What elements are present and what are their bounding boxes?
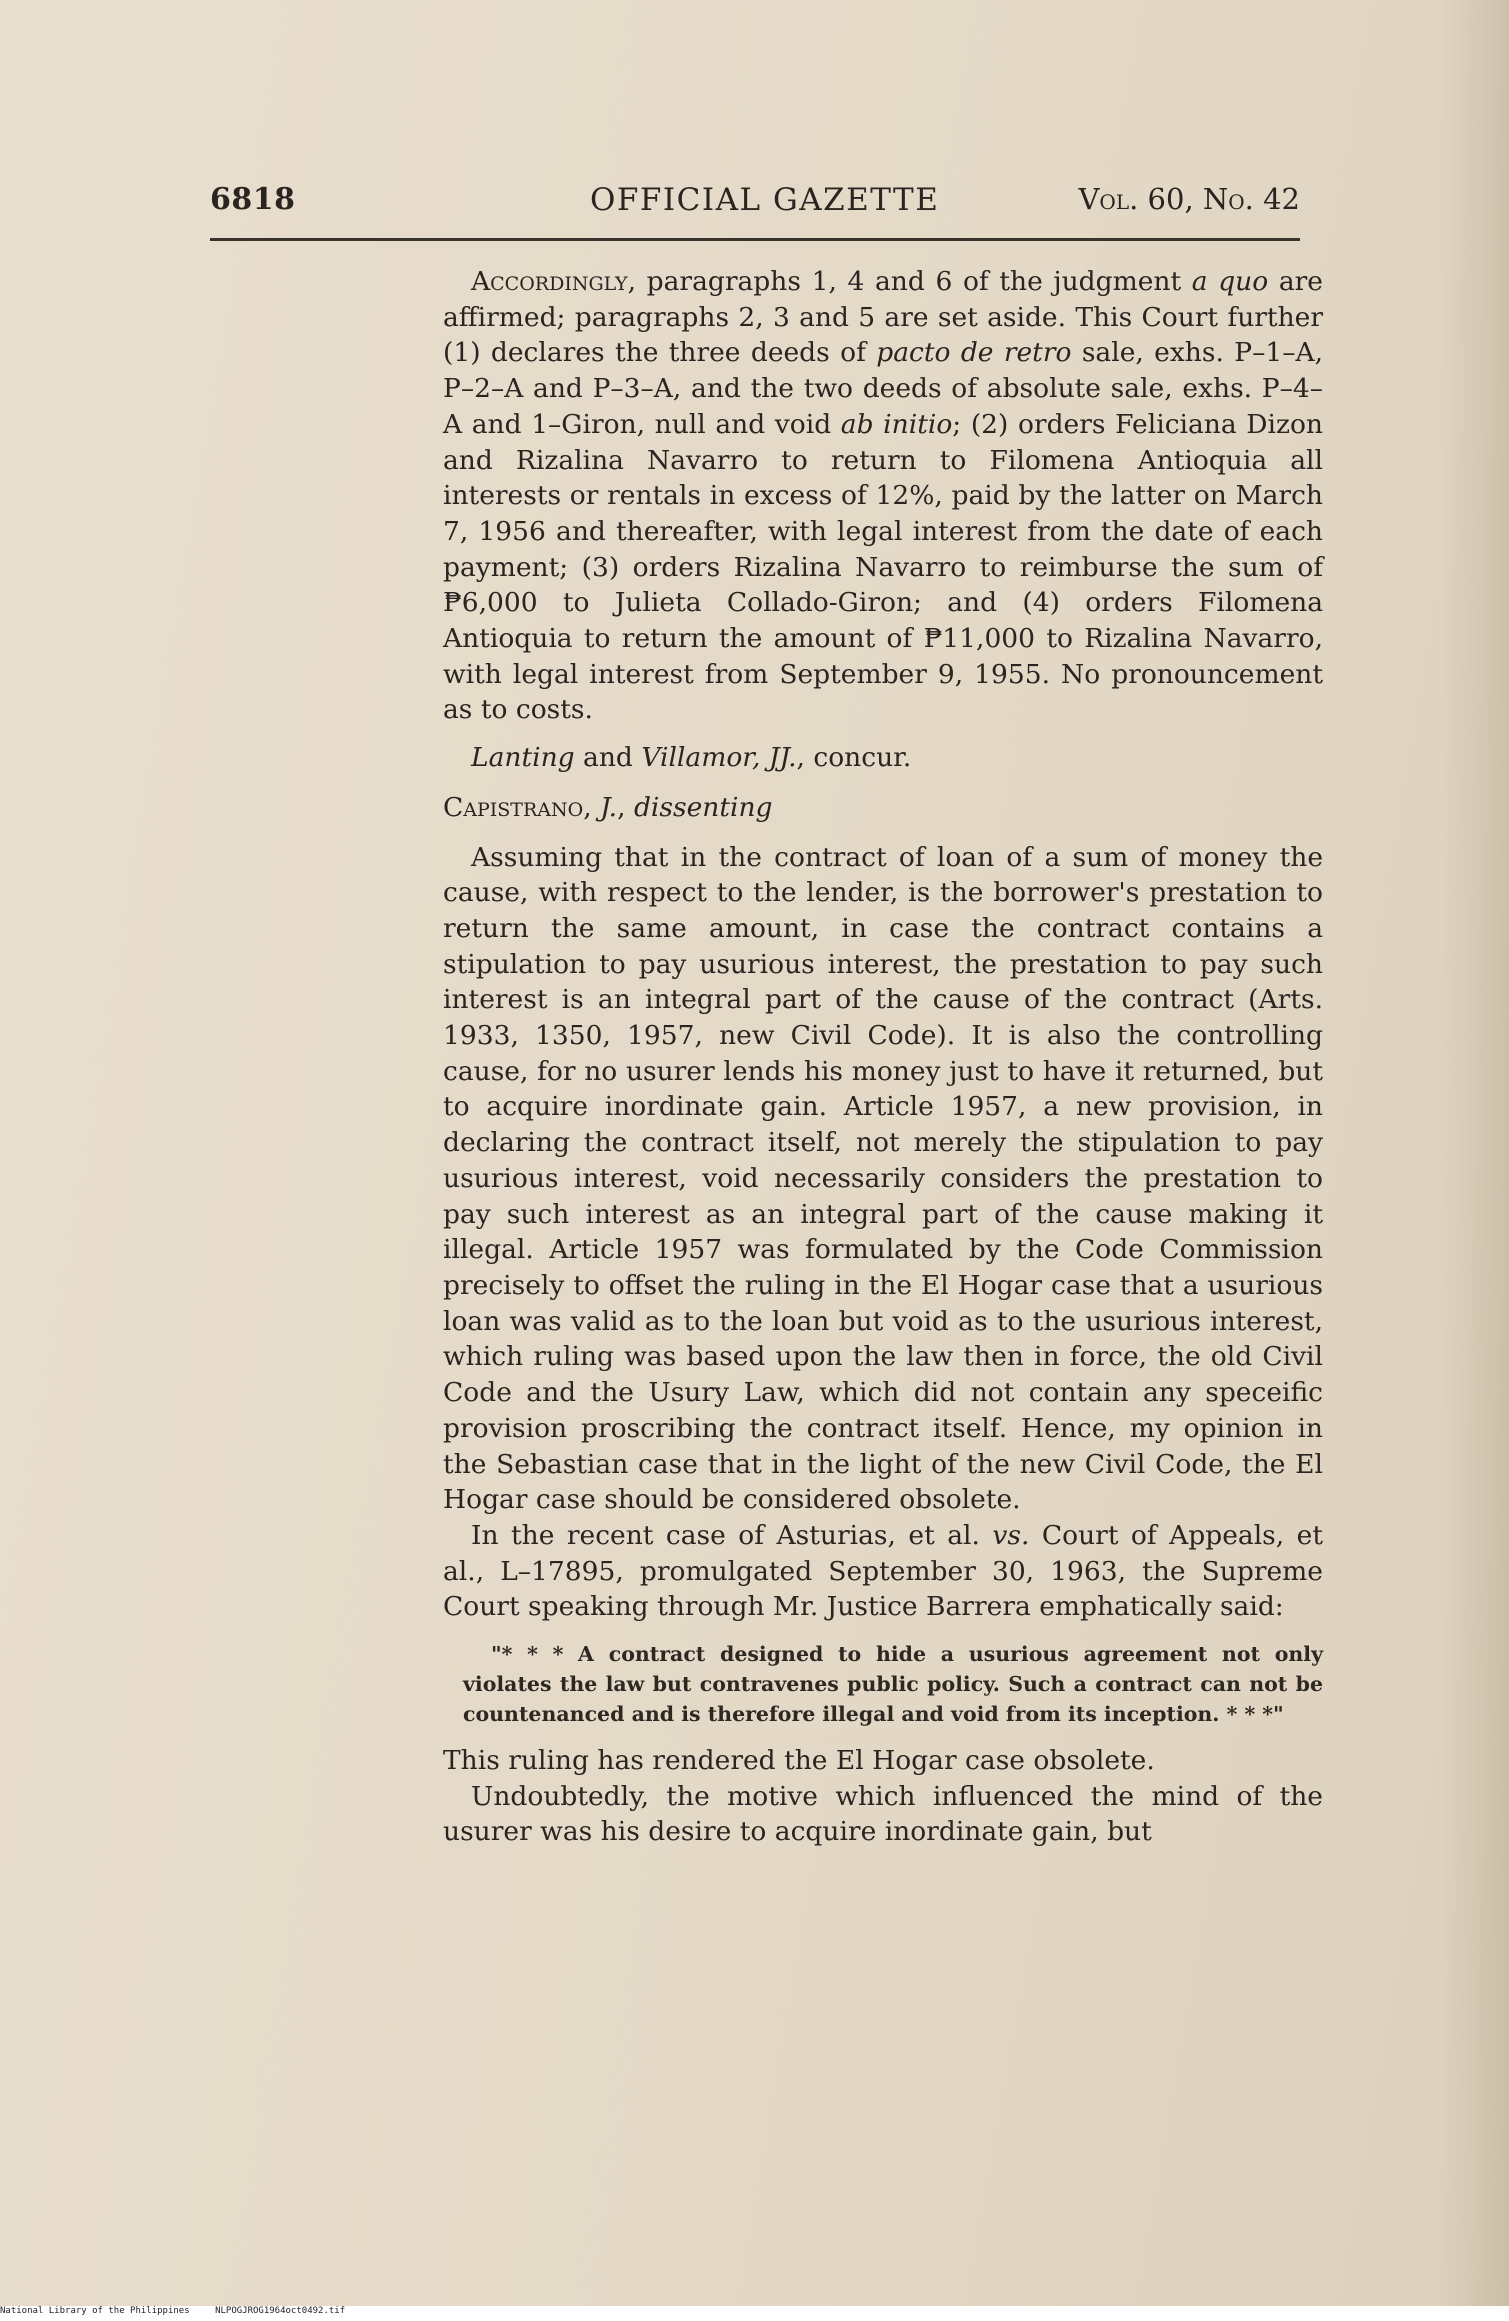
dissent-heading: Capistrano, J., dissenting	[443, 791, 773, 823]
header-rule	[210, 238, 1300, 241]
page-number: 6818	[210, 182, 296, 217]
dissent-paragraph: Assuming that in the contract of loan of a sum of money the cause, with respect to the lender, is the borrower's prestation to return the same amount, in case the contract contains a stipulation to pay usurious interest, the prestation to pay such interest is an integral part of the cause of the contract (Arts. 1933, 1350, 1957, new Civil Code). It is also the controlling cause, for no usurer lends his money just to have it returned, but to acquire inordinate gain. Article 1957, a new provision, in declaring the contract itself, not merely the stipulation to pay usurious interest, void necessarily considers the prestation to pay such interest as an integral part of the cause making it illegal. Article 1957 was formulated by the Code Commission precisely to offset the ruling in the El Hogar case that a usurious loan was valid as to the loan but void as to the usurious interest, which ruling was based upon the law then in force, the old Civil Code and the Usury Law, which did not contain any speceific provision proscribing the contract itself. Hence, my opinion in the Sebastian case that in the light of the new Civil Code, the El Hogar case should be considered obsolete.	[443, 841, 1323, 1516]
lead-word: Accordingly,	[471, 266, 637, 297]
footer-filename: NLPOGJROG1964oct0492.tif	[215, 2306, 346, 2316]
block-quotation: "* * * A contract designed to hide a usurious agreement not only violates the law but contravenes public policy. Such a contract can not be countenanced and is therefore illegal and void from its inception. * * *"	[463, 1642, 1323, 1727]
volume-issue: Vol. 60, No. 42	[1078, 182, 1300, 216]
dissent-paragraph: This ruling has rendered the El Hogar case obsolete.	[443, 1745, 1155, 1777]
page-edge-shadow	[1439, 0, 1509, 2321]
dissent-paragraph: Undoubtedly, the motive which influenced the mind of the usurer was his desire to acquire inordinate gain, but	[443, 1780, 1323, 1848]
concurrence-line: Lanting and Villamor, JJ., concur.	[471, 742, 912, 774]
dissent-paragraph: In the recent case of Asturias, et al. vs. Court of Appeals, et al., L–17895, promulgated September 30, 1963, the Supreme Court speaking through Mr. Justice Barrera emphatically said:	[443, 1519, 1324, 1623]
page-header	[210, 182, 1300, 232]
publication-title: OFFICIAL GAZETTE	[590, 182, 940, 218]
scan-footer	[0, 2306, 1509, 2321]
footer-source: National Library of the Philippines	[0, 2306, 190, 2316]
decision-paragraph: Accordingly, paragraphs 1, 4 and 6 of the judgment a quo are affirmed; paragraphs 2, 3 and 5 are set aside. This Court further (1) declares the three deeds of pacto de retro sale, exhs. P–1–A, P–2–A and P–3–A, and the two deeds of absolute sale, exhs. P–4–A and 1–Giron, null and void ab initio; (2) orders Feliciana Dizon and Rizalina Navarro to return to Filomena Antioquia all interests or rentals in excess of 12%, paid by the latter on March 7, 1956 and thereafter, with legal interest from the date of each payment; (3) orders Rizalina Navarro to reimburse the sum of ₱6,000 to Julieta Collado-Giron; and (4) orders Filomena Antioquia to return the amount of ₱11,000 to Rizalina Navarro, with legal interest from September 9, 1955. No pronouncement as to costs.	[443, 266, 1324, 726]
document-body	[443, 264, 1323, 1850]
